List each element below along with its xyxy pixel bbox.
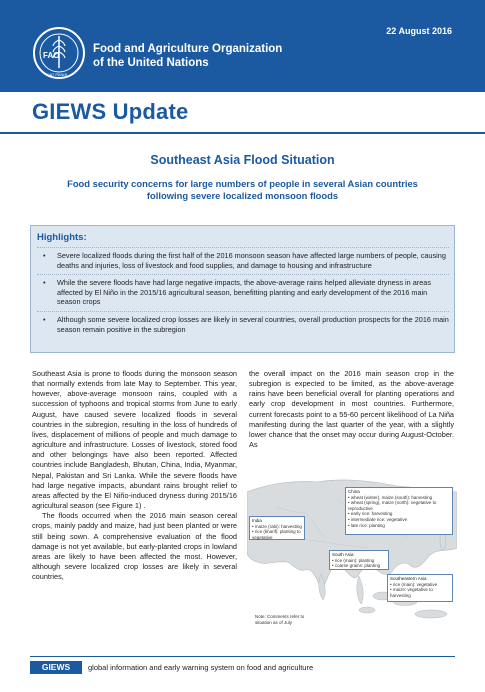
map-label-china [345,487,453,535]
deck-line2: following severe localized monsoon floods [146,190,339,201]
map-note-line1: Note: Comments refer to [255,614,305,619]
map-label-south-asia [329,550,389,570]
map-label-line: • wheat (winter), maize (south): harvesting [348,494,433,500]
footer-giews-tag: GIEWS [30,661,82,674]
org-name-line2: of the United Nations [93,57,209,69]
footer-rule [30,656,455,657]
body-paragraph: Southeast Asia is prone to floods during the monsoon season that normally extends from late May to September. This year, however, above-average monsoon rains, coupled with a succession of typhoons and tropical storms from June to early August, have caused severe localized floods in several countries in the subregion, resulting in the loss of hundreds of lives, displacement of millions of people and much damage to agriculture and infrastructure. Losses of livestock, stored food and other belongings have also been reported. Affected countries include Bangladesh, Bhutan, China, India, Myanmar, Nepal, Pakistan and Sri Lanka. While the severe floods have had large negative impacts, abundant rains brought relief to areas affected by the El Niño-induced dryness during 2015/16 agricultural season (see Figure 1) . [32,369,237,511]
map-label-line: • early rice: harvesting [348,511,393,517]
map-label-line: • maize: vegetative to [390,587,433,593]
map-label-line: • rice (kharif): planting to [252,529,301,535]
header-banner [0,0,485,92]
map-label-india [249,516,305,540]
highlight-item [37,247,449,274]
footer-text: global information and early warning system on food and agriculture [88,663,314,672]
map-label-line: • wheat (spring), maize (north): vegetative to [348,500,437,506]
publication-date: 22 August 2016 [386,26,452,36]
organization-name [93,42,353,70]
report-deck [40,178,445,202]
map-label-line: • coarse grains: planting [332,563,381,569]
map-label-line: • maize (rabi): harvesting [252,523,302,529]
map-region-name: China [348,489,360,494]
map-label-line: reproductive [348,505,373,511]
map-label-southeastern-asia [387,574,453,602]
map-region-name: India [252,518,262,523]
deck-line1: Food security concerns for large numbers of people in several Asian countries [67,178,418,189]
title-rule [0,132,485,134]
org-name-line1: Food and Agriculture Organization [93,43,283,55]
crop-calendar-map [247,478,457,630]
body-column-left [32,369,237,582]
map-note [255,614,304,625]
highlights-title: Highlights: [37,232,87,243]
map-note-line2: situation as of July [255,619,293,625]
map-label-line: • late rice: planting [348,522,385,528]
footer [30,661,455,674]
body-column-right [249,369,454,450]
logo-motto: FIAT PANIS [46,72,68,77]
highlights-box [30,225,455,353]
map-label-line: harvesting [390,592,411,598]
fao-logo-icon [32,26,86,80]
logo-letters: FAO [43,51,60,60]
map-region-name: Southeastern Asia [390,576,427,581]
body-paragraph: The floods occurred when the 2016 main season cereal crops, mainly paddy and maize, had just been planted or were still being sown. A comprehensive evaluation of the flood damage is not yet available, but early-planted crops in lowland areas are likely to have been affected the most. However, although severe localized crop losses are likely in several countries, [32,511,237,582]
highlight-item [37,274,449,311]
bullet-icon: • [43,251,46,260]
highlights-list [37,247,449,338]
report-subtitle: Southeast Asia Flood Situation [150,153,335,167]
map-label-line: • rice (main): vegetative [390,581,438,587]
page-title: GIEWS Update [32,99,189,124]
bullet-icon: • [43,278,46,288]
highlight-text: While the severe floods have had large negative impacts, the above-average rains helped alleviate dryness in areas affected by El Niño in the 2015/16 agricultural season, benefitting planting and early development of the 2016 main season crops [57,278,431,307]
highlight-text: Although some severe localized crop losses are likely in several countries, overall production prospects for the 2016 main season remain positive in the subregion [57,314,449,334]
highlight-text: Severe localized floods during the first half of the 2016 monsoon season have affected large numbers of people, causing deaths and injuries, loss of livestock and food supplies, and damage to housing and infrastructure [57,251,446,270]
map-label-line: vegetative [252,534,273,540]
bullet-icon: • [43,314,46,324]
body-paragraph: the overall impact on the 2016 main season crop in the subregion is expected to be limited, as the above-average rains have been beneficial overall for planting operations and early crop development in most countries. Furthermore, current forecasts point to a 55-60 percent likelihood of La Niña manifesting during the last quarter of the year, with a slightly lower chance that the onset may occur during August-October. As [249,369,454,450]
map-region-name: South Asia [332,552,354,557]
map-label-line: • rice (main): planting [332,557,375,563]
map-label-line: • intermediate rice: vegetative [348,516,408,522]
highlight-item [37,311,449,338]
